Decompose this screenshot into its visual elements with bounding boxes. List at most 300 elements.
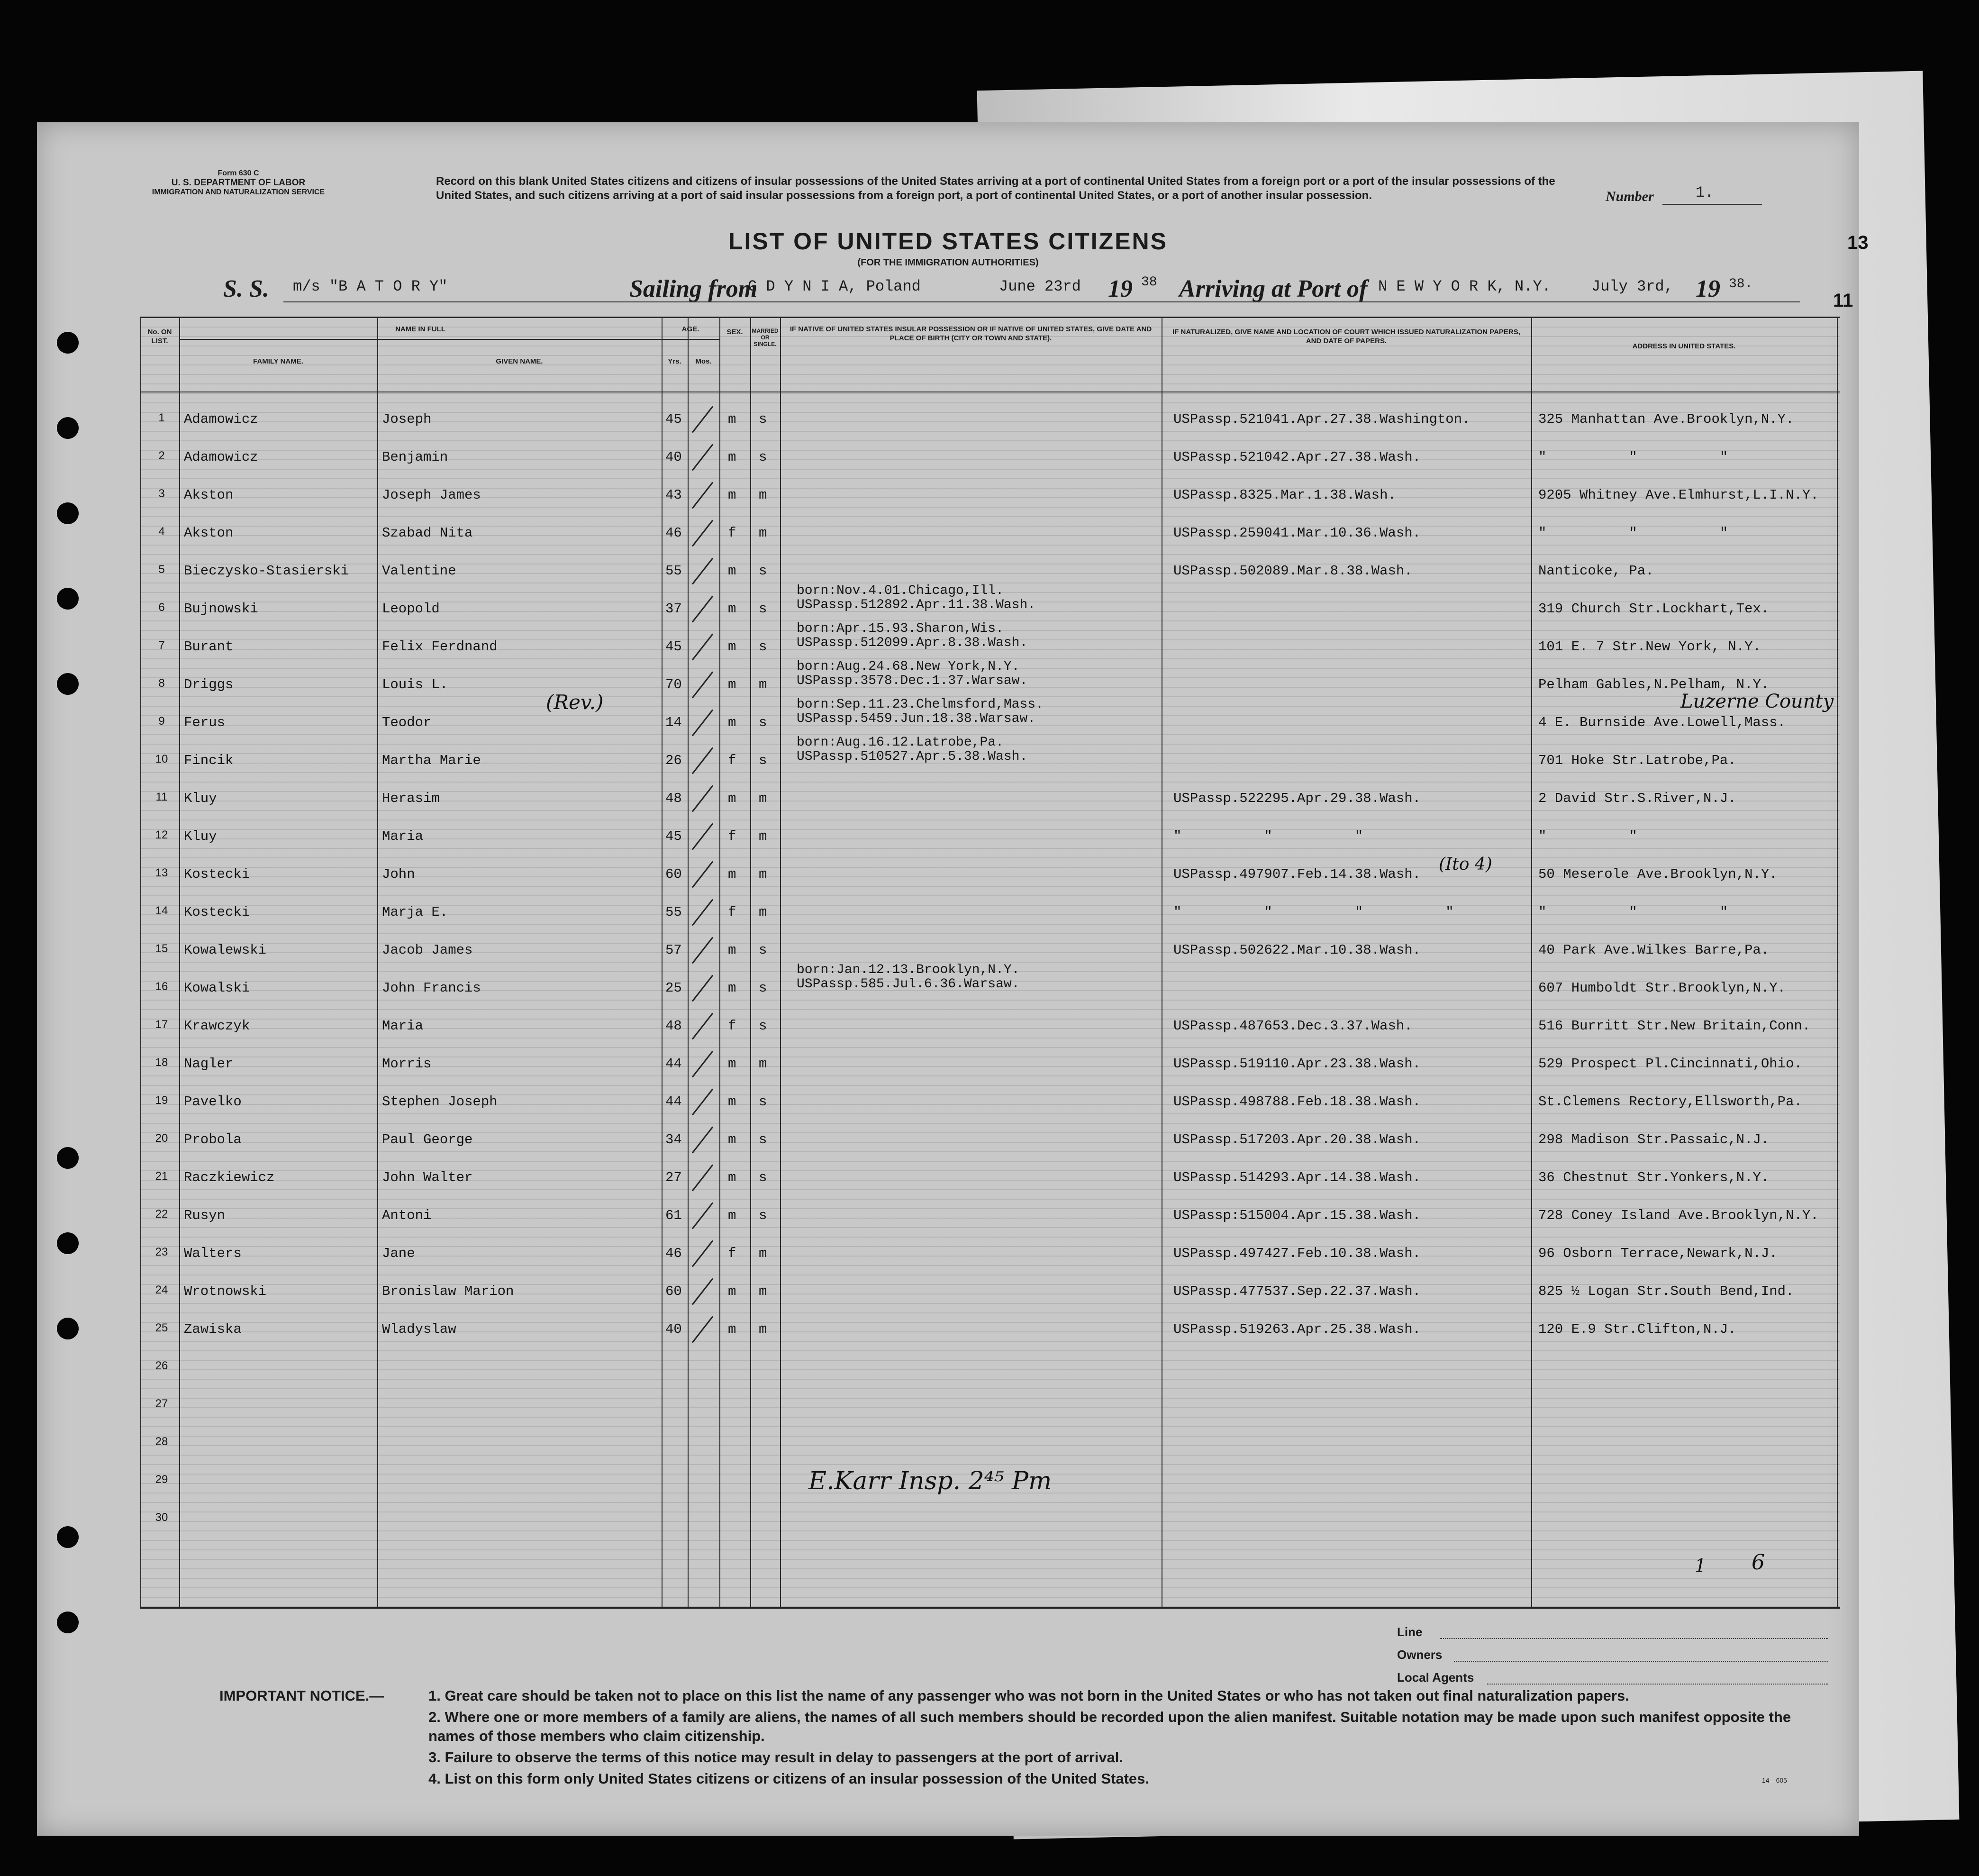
marital-status: s [759, 1132, 767, 1147]
row-number: 14 [155, 904, 168, 917]
family-name: Kostecki [184, 904, 250, 920]
given-name: Wladyslaw [382, 1321, 456, 1337]
family-name: Kowalski [184, 980, 250, 996]
table-row [140, 818, 1840, 856]
age-years: 34 [665, 1132, 682, 1147]
us-address: 4 E. Burnside Ave.Lowell,Mass. [1538, 715, 1786, 730]
arrival-year: 38. [1729, 277, 1753, 291]
binder-hole [57, 1612, 79, 1633]
birth-info: born:Jan.12.13.Brooklyn,N.Y. USPassp.585.Jul.6.36.Warsaw. [797, 963, 1020, 992]
row-number: 18 [155, 1056, 168, 1069]
given-name: Bronislaw Marion [382, 1284, 514, 1299]
naturalization-papers: USPassp.497427.Feb.10.38.Wash. [1173, 1246, 1421, 1261]
sex: m [728, 866, 736, 882]
marital-status: s [759, 1170, 767, 1185]
us-address: 2 David Str.S.River,N.J. [1538, 791, 1736, 806]
sex: m [728, 791, 736, 806]
line-label: Line [1397, 1625, 1423, 1639]
header-name-in-full: NAME IN FULL [395, 325, 445, 333]
departure-port: G D Y N I A, Poland [748, 278, 921, 295]
family-name: Driggs [184, 677, 234, 692]
birth-info: born:Aug.16.12.Latrobe,Pa. USPassp.510527.Apr.5.38.Wash. [797, 735, 1028, 764]
family-name: Fincik [184, 753, 234, 768]
us-address: " " " [1538, 449, 1728, 465]
form-instructions: Record on this blank United States citizens and citizens of insular possessions of the United States arriving at a port of continental United States from a foreign port or a port of the insular possessions of the United States, and such citizens arriving at a port of said insular possessions from a foreign port, a port of continental United States, or a port of another insular possession. [436, 175, 1555, 202]
marital-status: m [759, 829, 767, 844]
row-number: 2 [158, 449, 165, 462]
sex: m [728, 1170, 736, 1185]
sex: m [728, 715, 736, 730]
table-row [140, 963, 1840, 1008]
naturalization-papers: USPassp.519263.Apr.25.38.Wash. [1173, 1321, 1421, 1337]
us-address: 50 Meserole Ave.Brooklyn,N.Y. [1538, 866, 1778, 882]
age-years: 48 [665, 1018, 682, 1034]
family-name: Adamowicz [184, 449, 258, 465]
marital-status: s [759, 563, 767, 579]
marital-status: s [759, 411, 767, 427]
service-name: IMMIGRATION AND NATURALIZATION SERVICE [152, 188, 325, 196]
table-row [140, 515, 1840, 553]
family-name: Kowalewski [184, 942, 267, 958]
birth-info: born:Sep.11.23.Chelmsford,Mass. USPassp.5459.Jun.18.38.Warsaw. [797, 697, 1044, 726]
header-native: IF NATIVE OF UNITED STATES INSULAR POSSESSION OR IF NATIVE OF UNITED STATES, GIVE DATE AND PLACE OF BIRTH (CITY OR TOWN AND STATE). [790, 325, 1152, 342]
us-address: 120 E.9 Str.Clifton,N.J. [1538, 1321, 1736, 1337]
sex: f [728, 1018, 736, 1034]
notice-item-2: 2. Where one or more members of a family are aliens, the names of all such members should be recorded upon the alien manifest. Suitable notation may be made upon such manifest opposite the names of those members who claim citizenship. [428, 1709, 1791, 1744]
age-years: 46 [665, 525, 682, 541]
page-title: LIST OF UNITED STATES CITIZENS [728, 228, 1168, 255]
binder-hole [57, 332, 79, 354]
row-number: 28 [155, 1435, 168, 1448]
check-mark [692, 709, 713, 736]
given-name: John [382, 866, 415, 882]
sex: m [728, 601, 736, 617]
ship-name: m/s "B A T O R Y" [293, 278, 448, 295]
row-number: 23 [155, 1246, 168, 1258]
check-mark [692, 1240, 713, 1267]
table-row [140, 1273, 1840, 1311]
given-name: Paul George [382, 1132, 473, 1147]
form-agency-block [132, 169, 345, 197]
table-row [140, 1046, 1840, 1084]
age-years: 60 [665, 866, 682, 882]
marital-status: m [759, 487, 767, 503]
naturalization-papers: USPassp.8325.Mar.1.38.Wash. [1173, 487, 1396, 503]
family-name: Kluy [184, 829, 217, 844]
marital-status: s [759, 1208, 767, 1223]
row-number: 9 [158, 715, 165, 728]
family-name: Bieczysko-Stasierski [184, 563, 349, 579]
given-name: Maria [382, 829, 424, 844]
family-name: Pavelko [184, 1094, 242, 1110]
age-years: 44 [665, 1056, 682, 1072]
owners-label: Owners [1397, 1648, 1443, 1662]
marital-status: m [759, 1246, 767, 1261]
naturalization-papers: USPassp:515004.Apr.15.38.Wash. [1173, 1208, 1421, 1223]
naturalization-papers: USPassp.498788.Feb.18.38.Wash. [1173, 1094, 1421, 1110]
given-name: Joseph James [382, 487, 481, 503]
birth-info: born:Nov.4.01.Chicago,Ill. USPassp.512892.Apr.11.38.Wash. [797, 583, 1036, 612]
us-address: 101 E. 7 Str.New York, N.Y. [1538, 639, 1761, 655]
given-name: Marja E. [382, 904, 448, 920]
check-mark [692, 974, 713, 1002]
us-address: 516 Burritt Str.New Britain,Conn. [1538, 1018, 1811, 1034]
notice-item-1: 1. Great care should be taken not to place on this list the name of any passenger who was not born in the United States or who has not taken out final naturalization papers. [428, 1687, 1629, 1704]
us-address: 728 Coney Island Ave.Brooklyn,N.Y. [1538, 1208, 1819, 1223]
check-mark [692, 1316, 713, 1343]
us-address: 298 Madison Str.Passaic,N.J. [1538, 1132, 1770, 1147]
header-family-name: FAMILY NAME. [253, 357, 303, 365]
sex: m [728, 677, 736, 692]
row-number: 21 [155, 1170, 168, 1183]
table-row [140, 1349, 1840, 1387]
sex: m [728, 1208, 736, 1223]
row-number: 6 [158, 601, 165, 614]
row-number: 26 [155, 1359, 168, 1372]
marital-status: s [759, 1018, 767, 1034]
age-years: 40 [665, 449, 682, 465]
naturalization-papers: USPassp.502089.Mar.8.38.Wash. [1173, 563, 1413, 579]
form-code: 14—605 [1762, 1776, 1787, 1784]
header-sex: SEX. [726, 328, 743, 336]
year-prefix-1: 19 [1108, 275, 1133, 302]
table-row [140, 1311, 1840, 1349]
sex: f [728, 753, 736, 768]
table-row [140, 1159, 1840, 1197]
sex: m [728, 1132, 736, 1147]
age-years: 27 [665, 1170, 682, 1185]
us-address: 825 ½ Logan Str.South Bend,Ind. [1538, 1284, 1794, 1299]
given-name: Herasim [382, 791, 440, 806]
given-name: Szabad Nita [382, 525, 473, 541]
table-row [140, 401, 1840, 439]
page-subtitle: (FOR THE IMMIGRATION AUTHORITIES) [857, 257, 1039, 268]
binder-hole [57, 1318, 79, 1339]
age-years: 55 [665, 904, 682, 920]
row-number: 20 [155, 1132, 168, 1145]
owners-field [1454, 1661, 1828, 1662]
row-number: 29 [155, 1473, 168, 1486]
table-row [140, 1501, 1840, 1539]
naturalization-papers: " " " [1173, 829, 1363, 844]
arrival-date: July 3rd, [1591, 278, 1673, 295]
table-row [140, 1084, 1840, 1121]
row-number: 15 [155, 942, 168, 955]
age-years: 37 [665, 601, 682, 617]
notice-title: IMPORTANT NOTICE.— [219, 1687, 384, 1704]
age-years: 44 [665, 1094, 682, 1110]
check-mark [692, 1202, 713, 1229]
family-name: Ferus [184, 715, 226, 730]
marital-status: m [759, 525, 767, 541]
given-name: Felix Ferdnand [382, 639, 498, 655]
table-row [140, 1387, 1840, 1425]
age-years: 45 [665, 829, 682, 844]
age-years: 70 [665, 677, 682, 692]
family-name: Walters [184, 1246, 242, 1261]
marital-status: m [759, 1056, 767, 1072]
number-label: Number [1606, 189, 1654, 204]
marital-status: s [759, 942, 767, 958]
check-mark [692, 595, 713, 622]
given-name: John Walter [382, 1170, 473, 1185]
row-number: 7 [158, 639, 165, 652]
check-mark [692, 406, 713, 433]
given-name: Jane [382, 1246, 415, 1261]
given-name: Antoni [382, 1208, 432, 1223]
row-number: 11 [155, 791, 168, 803]
annotation-county: Luzerne County [1680, 691, 1834, 712]
us-address: " " " [1538, 904, 1728, 920]
age-years: 26 [665, 753, 682, 768]
check-mark [692, 747, 713, 774]
marital-status: s [759, 601, 767, 617]
sex: f [728, 829, 736, 844]
marital-status: m [759, 1284, 767, 1299]
given-name: Jacob James [382, 942, 473, 958]
inspector-signature: E.Karr Insp. 2⁴⁵ Pm [808, 1467, 1052, 1495]
us-address: St.Clemens Rectory,Ellsworth,Pa. [1538, 1094, 1802, 1110]
family-name: Kostecki [184, 866, 250, 882]
table-row [140, 735, 1840, 780]
sex: m [728, 487, 736, 503]
row-number: 19 [155, 1094, 168, 1107]
given-name: Benjamin [382, 449, 448, 465]
ss-label: S. S. [223, 275, 269, 302]
birth-info: born:Apr.15.93.Sharon,Wis. USPassp.512099.Apr.8.38.Wash. [797, 621, 1028, 650]
sex: m [728, 449, 736, 465]
marital-status: m [759, 1321, 767, 1337]
voyage-underline [283, 301, 1800, 302]
age-years: 61 [665, 1208, 682, 1223]
age-years: 14 [665, 715, 682, 730]
age-years: 55 [665, 563, 682, 579]
given-name: Maria [382, 1018, 424, 1034]
header-no: No. ON LIST. [147, 328, 172, 345]
given-name: Teodor [382, 715, 432, 730]
us-address: 607 Humboldt Str.Brooklyn,N.Y. [1538, 980, 1786, 996]
us-address: 529 Prospect Pl.Cincinnati,Ohio. [1538, 1056, 1802, 1072]
check-mark [692, 519, 713, 546]
given-name: Louis L. [382, 677, 448, 692]
check-mark [692, 899, 713, 926]
check-mark [692, 482, 713, 509]
naturalization-papers: USPassp.514293.Apr.14.38.Wash. [1173, 1170, 1421, 1185]
check-mark [692, 785, 713, 812]
number-underline [1662, 204, 1762, 205]
check-mark [692, 444, 713, 471]
sex: m [728, 563, 736, 579]
marital-status: m [759, 904, 767, 920]
age-years: 57 [665, 942, 682, 958]
local-agents-field [1487, 1684, 1828, 1685]
sex: m [728, 1056, 736, 1072]
binder-hole [57, 673, 79, 695]
age-years: 48 [665, 791, 682, 806]
naturalization-papers: USPassp.497907.Feb.14.38.Wash. [1173, 866, 1421, 882]
family-name: Akston [184, 487, 234, 503]
family-name: Rusyn [184, 1208, 226, 1223]
age-years: 60 [665, 1284, 682, 1299]
binder-hole [57, 1147, 79, 1169]
line-field [1440, 1638, 1828, 1639]
naturalization-papers: USPassp.517203.Apr.20.38.Wash. [1173, 1132, 1421, 1147]
list-number: 1. [1696, 184, 1714, 201]
check-mark [692, 1088, 713, 1115]
age-years: 25 [665, 980, 682, 996]
departure-year: 38 [1141, 275, 1157, 290]
binder-hole [57, 588, 79, 610]
family-name: Krawczyk [184, 1018, 250, 1034]
family-name: Kluy [184, 791, 217, 806]
us-address: 40 Park Ave.Wilkes Barre,Pa. [1538, 942, 1770, 958]
us-address: 96 Osborn Terrace,Newark,N.J. [1538, 1246, 1778, 1261]
check-mark [692, 1278, 713, 1305]
header-months: Mos. [695, 357, 712, 365]
age-years: 45 [665, 411, 682, 427]
family-name: Wrotnowski [184, 1284, 267, 1299]
notice-item-3: 3. Failure to observe the terms of this notice may result in delay to passengers at the port of arrival. [428, 1749, 1124, 1766]
table-row [140, 1425, 1840, 1463]
us-address: Pelham Gables,N.Pelham, N.Y. [1538, 677, 1770, 692]
us-address: 325 Manhattan Ave.Brooklyn,N.Y. [1538, 411, 1794, 427]
row-number: 5 [158, 563, 165, 576]
manifest-sheet [37, 122, 1869, 1836]
naturalization-papers: USPassp.521041.Apr.27.38.Washington. [1173, 411, 1471, 427]
header-married: MARRIED OR SINGLE. [752, 328, 779, 347]
row-number: 22 [155, 1208, 168, 1220]
given-name: Joseph [382, 411, 432, 427]
given-name: Stephen Joseph [382, 1094, 498, 1110]
table-row [140, 1121, 1840, 1159]
sex: f [728, 525, 736, 541]
sailing-from-label: Sailing from [629, 275, 758, 302]
header-naturalized: IF NATURALIZED, GIVE NAME AND LOCATION OF COURT WHICH ISSUED NATURALIZATION PAPERS, AND DATE OF PAPERS. [1172, 328, 1520, 345]
marital-status: s [759, 639, 767, 655]
family-name: Akston [184, 525, 234, 541]
header-given-name: GIVEN NAME. [496, 357, 543, 365]
table-row [140, 1197, 1840, 1235]
arriving-label: Arriving at Port of [1179, 275, 1368, 302]
naturalization-papers: USPassp.519110.Apr.23.38.Wash. [1173, 1056, 1421, 1072]
row-number: 1 [158, 411, 165, 424]
sex: m [728, 980, 736, 996]
us-address: 36 Chestnut Str.Yonkers,N.Y. [1538, 1170, 1770, 1185]
given-name: Leopold [382, 601, 440, 617]
binder-hole [57, 1526, 79, 1548]
count-mark-a: 1 [1695, 1555, 1707, 1576]
family-name: Burant [184, 639, 234, 655]
row-number: 27 [155, 1397, 168, 1410]
year-prefix-2: 19 [1696, 275, 1720, 302]
row-number: 24 [155, 1284, 168, 1296]
given-name: John Francis [382, 980, 481, 996]
sex: f [728, 1246, 736, 1261]
check-mark [692, 557, 713, 584]
header-years: Yrs. [668, 357, 681, 365]
stamp-right: 11 [1833, 290, 1853, 311]
row-number: 17 [155, 1018, 168, 1031]
us-address: " " [1538, 829, 1637, 844]
birth-info: born:Aug.24.68.New York,N.Y. USPassp.3578.Dec.1.37.Warsaw. [797, 659, 1028, 688]
marital-status: s [759, 980, 767, 996]
check-mark [692, 861, 713, 888]
table-row [140, 1235, 1840, 1273]
row-number: 12 [155, 829, 168, 841]
header-address: ADDRESS IN UNITED STATES. [1632, 342, 1736, 350]
sex: m [728, 942, 736, 958]
age-years: 43 [665, 487, 682, 503]
check-mark [692, 823, 713, 850]
marital-status: m [759, 677, 767, 692]
family-name: Adamowicz [184, 411, 258, 427]
notice-item-4: 4. List on this form only United States citizens or citizens of an insular possession of the United States. [428, 1770, 1149, 1787]
naturalization-papers: USPassp.259041.Mar.10.36.Wash. [1173, 525, 1421, 541]
family-name: Zawiska [184, 1321, 242, 1337]
department-name: U. S. DEPARTMENT OF LABOR [171, 178, 306, 188]
us-address: " " " [1538, 525, 1728, 541]
row-number: 16 [155, 980, 168, 993]
sex: m [728, 1321, 736, 1337]
table-row [140, 856, 1840, 894]
passenger-table [140, 317, 1840, 1609]
departure-date: June 23rd [999, 278, 1081, 295]
check-mark [692, 1050, 713, 1077]
family-name: Probola [184, 1132, 242, 1147]
marital-status: s [759, 1094, 767, 1110]
check-mark [692, 633, 713, 660]
naturalization-papers: USPassp.502622.Mar.10.38.Wash. [1173, 942, 1421, 958]
given-name: Morris [382, 1056, 432, 1072]
sex: m [728, 639, 736, 655]
marital-status: m [759, 791, 767, 806]
naturalization-papers: USPassp.477537.Sep.22.37.Wash. [1173, 1284, 1421, 1299]
naturalization-papers: USPassp.487653.Dec.3.37.Wash. [1173, 1018, 1413, 1034]
age-years: 46 [665, 1246, 682, 1261]
table-row [140, 477, 1840, 515]
age-years: 45 [665, 639, 682, 655]
binder-hole [57, 502, 79, 524]
marital-status: s [759, 449, 767, 465]
marital-status: s [759, 753, 767, 768]
us-address: 9205 Whitney Ave.Elmhurst,L.I.N.Y. [1538, 487, 1819, 503]
check-mark [692, 1012, 713, 1039]
check-mark [692, 671, 713, 698]
binder-hole [57, 1232, 79, 1254]
header-age: AGE. [681, 325, 699, 333]
annotation-ditto-note: (Ito 4) [1439, 855, 1492, 874]
row-number: 10 [155, 753, 168, 765]
check-mark [692, 937, 713, 964]
row-number: 30 [155, 1511, 168, 1524]
us-address: 319 Church Str.Lockhart,Tex. [1538, 601, 1770, 617]
row-number: 3 [158, 487, 165, 500]
given-name: Martha Marie [382, 753, 481, 768]
us-address: 701 Hoke Str.Latrobe,Pa. [1538, 753, 1736, 768]
marital-status: s [759, 715, 767, 730]
check-mark [692, 1126, 713, 1153]
naturalization-papers: USPassp.522295.Apr.29.38.Wash. [1173, 791, 1421, 806]
naturalization-papers: USPassp.521042.Apr.27.38.Wash. [1173, 449, 1421, 465]
form-number: Form 630 C [218, 169, 259, 177]
sex: m [728, 411, 736, 427]
table-row [140, 1008, 1840, 1046]
check-mark [692, 1164, 713, 1191]
row-number: 13 [155, 866, 168, 879]
sex: m [728, 1284, 736, 1299]
us-address: Nanticoke, Pa. [1538, 563, 1654, 579]
local-agents-label: Local Agents [1397, 1670, 1474, 1685]
